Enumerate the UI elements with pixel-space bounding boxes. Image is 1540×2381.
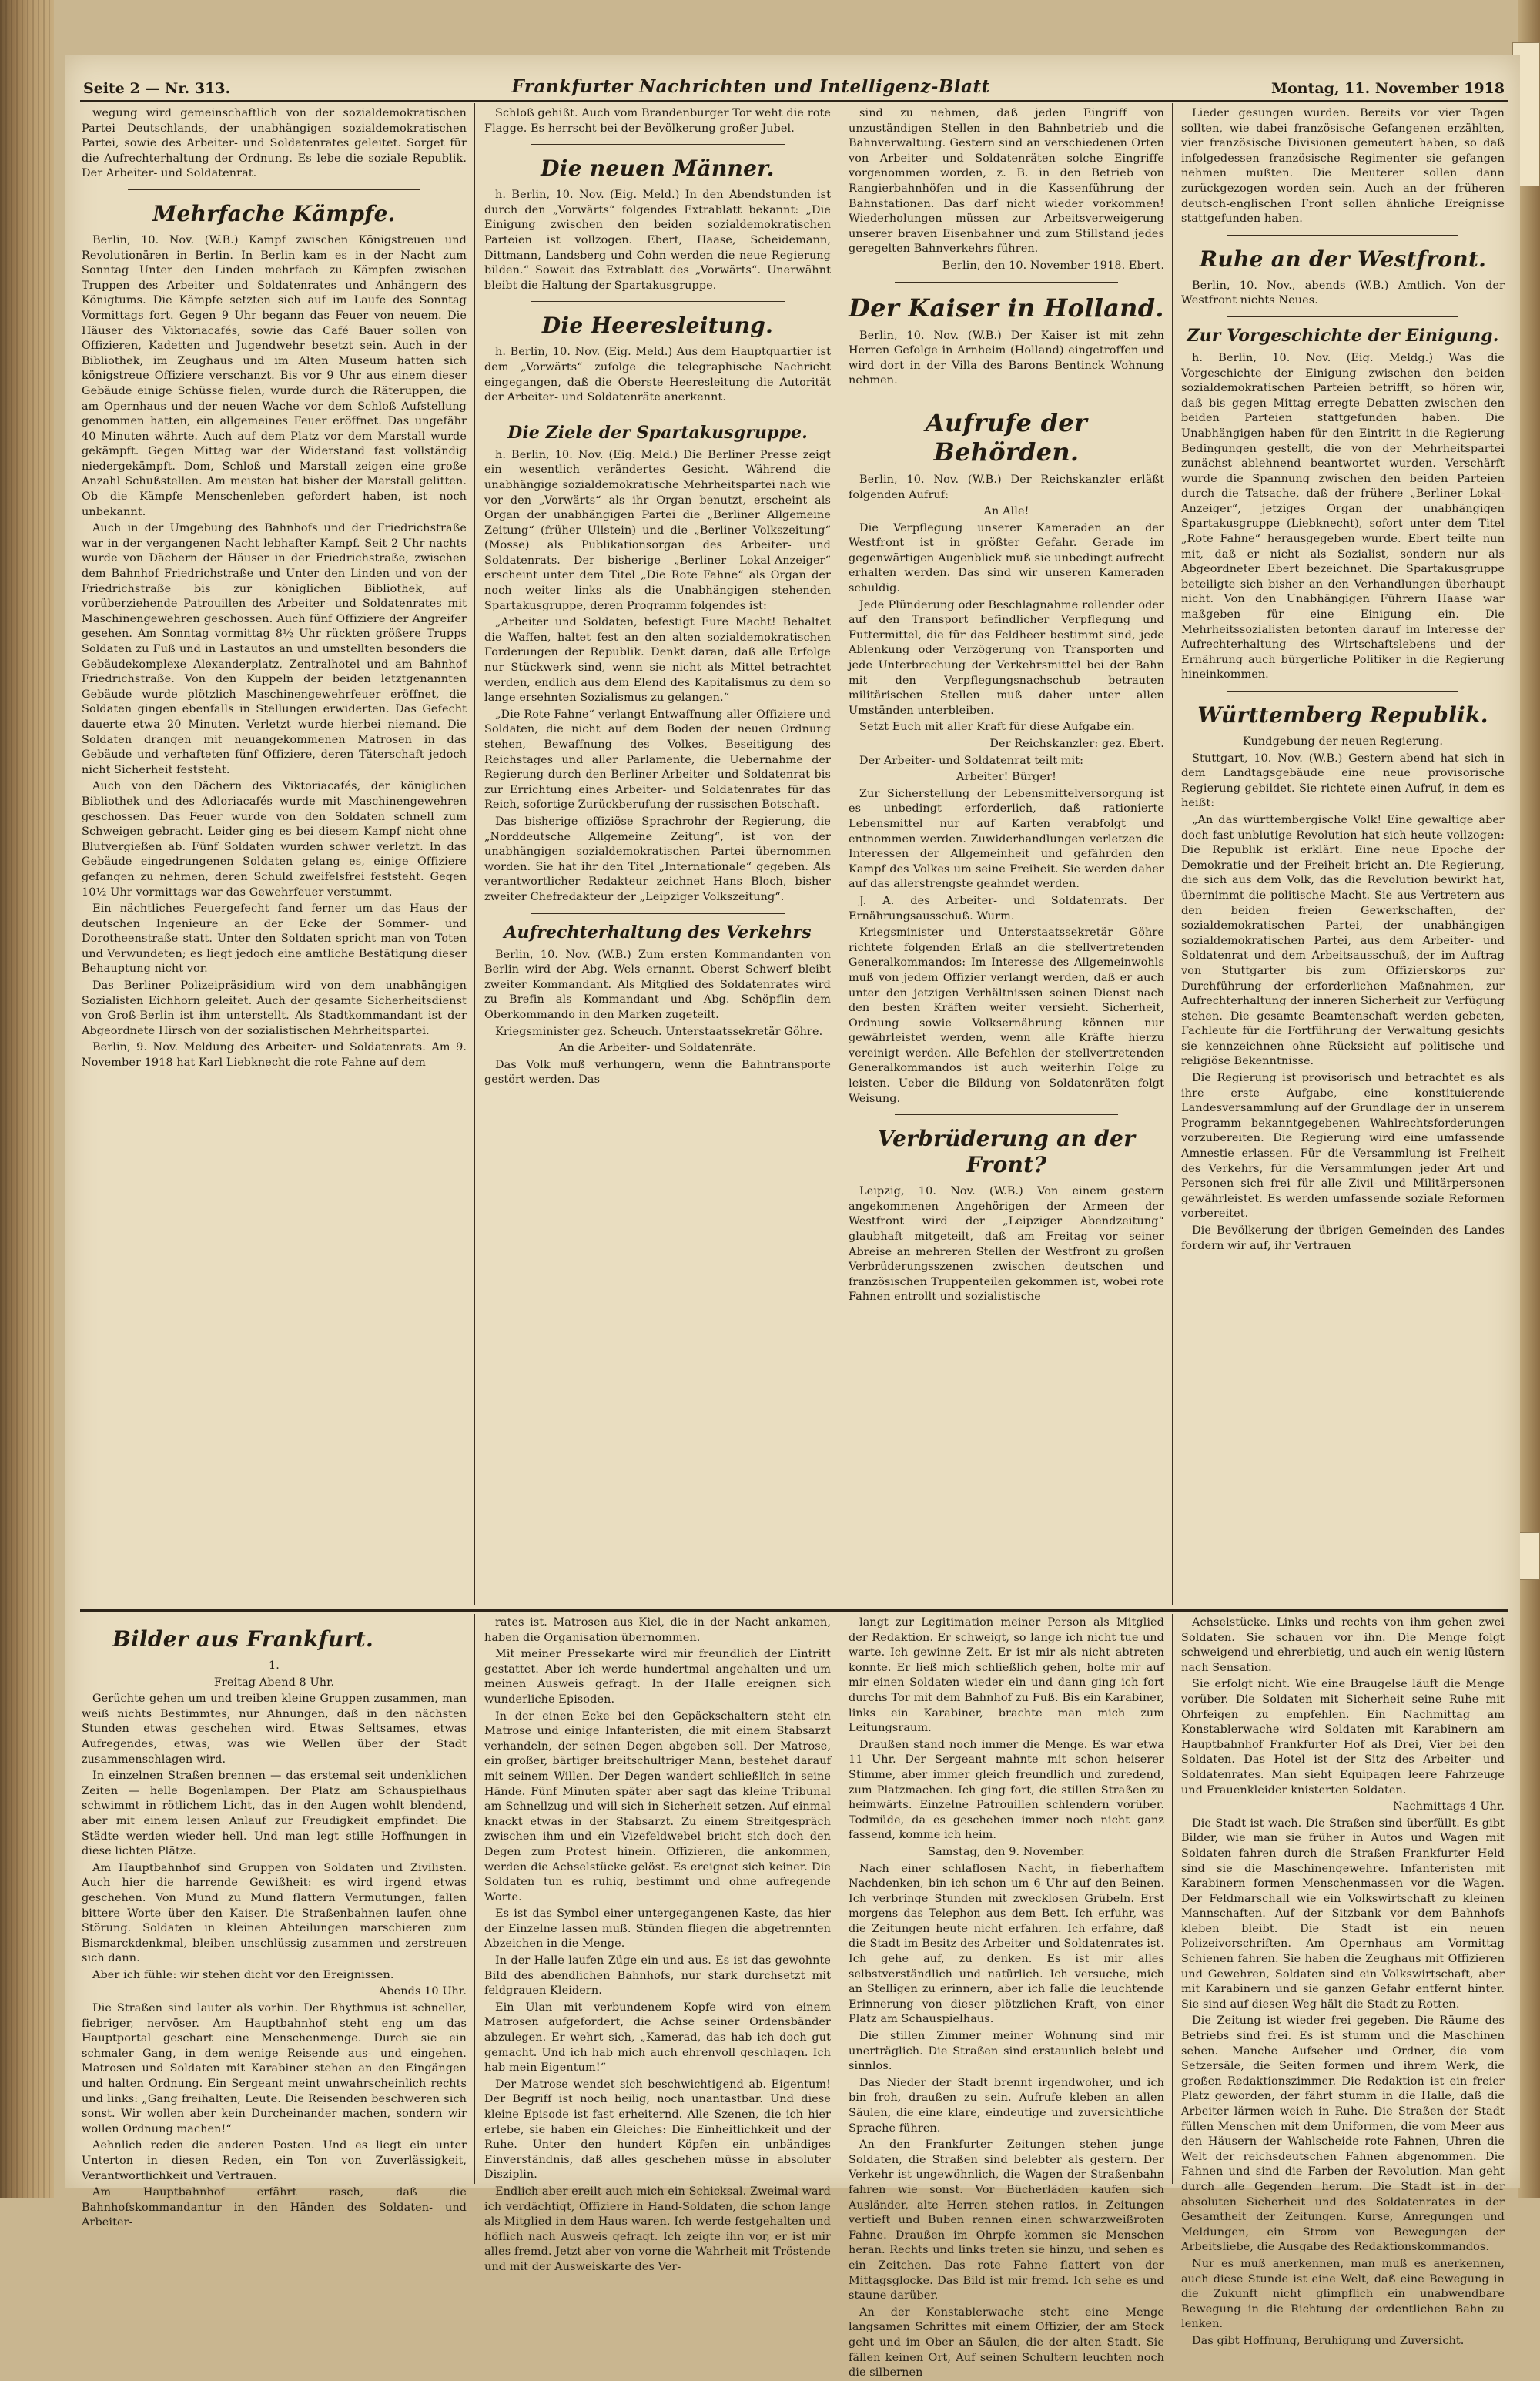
paragraph: Aehnlich reden die anderen Posten. Und es liegt ein unter Unterton in diesen Reden, ein Ton von Zuverlässigkeit, Verantwortlichkeit und Vertrauen. [82,2139,467,2182]
paragraph: Die stillen Zimmer meiner Wohnung sind mir unerträglich. Die Straßen sind erstaunlich belebt und sinnlos. [849,2030,1164,2073]
section-rule [80,1609,1508,1612]
separator [531,913,785,914]
column-divider [1172,1614,1173,2184]
headline: Zur Vorgeschichte der Einigung. [1187,325,1499,346]
separator [531,301,785,302]
issue-date: Montag, 11. November 1918 [1271,80,1505,97]
subheadline: Kundgebung der neuen Regierung. [1242,735,1444,748]
separator [128,189,420,190]
article-column [849,106,1164,1606]
paragraph: Lieder gesungen wurden. Bereits vor vier Tagen sollten, wie dabei französische Gefangenen erzählten, vier französische Divisionen gemeutert haben, so daß infolgedessen französische Regimenter sie gefangen nehmen mußten. Die Meuterer sollen dann zurückgezogen worden sein. Auch an der früheren deutsch-englischen Front sollen ähnliche Ereignisse stattgefunden haben. [1181,107,1505,226]
headline: Die neuen Männer. [541,156,775,182]
paragraph: In der einen Ecke bei den Gepäckschaltern steht ein Matrose und einige Infanteristen, die mit einem Stabsarzt verhandeln, der seinen Degen abgeben soll. Der Matrose, ein großer, bärtiger breitschultriger Mann, bestehet darauf mit seinem Willen. Der Degen wandert schließlich in seine Hände. Fünf Minuten später aber sagt das kleine Tribunal am Schnellzug und will sich in Sicherheit setzen. Auf einmal knackt etwas in der Stabsarzt. Zu einem Streitgespräch zwischen ihm und ein Vizefeldwebel bricht sich doch den Degen zum Protest hinein. Offizieren, die ankommen, werden die Achselstücke gelöst. Es ereignet sich keiner. Die Soldaten tun es ruhig, bestimmt und ohne aufregende Worte. [484,1710,831,1904]
paragraph: Kriegsminister gez. Scheuch. Unterstaatssekretär Göhre. [495,1025,823,1038]
paragraph: An der Konstablerwache steht eine Menge langsamen Schrittes mit einem Offizier, der am Stock geht und im Ober an Säulen, die der alten Stadt. Sie fällen keinen Ort, Auf seinen Schultern leuchten noch die silbernen [849,2306,1164,2379]
paragraph: Schloß gehißt. Auch vom Brandenburger Tor weht die rote Flagge. Es herrscht bei der Bevölkerung großer Jubel. [484,107,831,135]
separator [1227,316,1458,317]
paragraph: wegung wird gemeinschaftlich von der sozialdemokratischen Partei Deutschlands, der unabhängigen sozialdemokratischen Partei, sowie des Arbeiter- und Soldatenrates geleitet. Sorget für die Aufrechterhaltung der Ordnung. Es lebe die soziale Republik. Der Arbeiter- und Soldatenrat. [82,107,467,180]
separator [531,144,785,145]
paragraph: Das gibt Hoffnung, Beruhigung und Zuversicht. [1192,2334,1465,2347]
page-number: Seite 2 — Nr. 313. [83,80,231,97]
paragraph: rates ist. Matrosen aus Kiel, die in der Nacht ankamen, haben die Organisation übernommen. [484,1616,831,1644]
paragraph: Die Verpflegung unserer Kameraden an der Westfront ist in größter Gefahr. Gerade im gegenwärtigen Augenblick muß sie unbedingt aufrecht erhalten werden. Das sind wir unseren Kameraden schuldig. [849,521,1164,595]
paragraph: Nach einer schlaflosen Nacht, in fieberhaftem Nachdenken, bin ich schon um 6 Uhr auf den Beinen. Ich verbringe Stunden mit zwecklosen Grübeln. Erst morgens das Telephon aus dem Bett. Ich erfuhr, was die Zeitungen heute nicht erfahren. Ich erfahre, daß die Stadt im Besitz des Arbeiter- und Soldatenrates ist. Ich gehe auf, zu denken. Es ist mir alles selbstverständlich und natürlich. Ich versuche, mich an Stelligen zu erinnern, aber ich falle die leuchtende Erinnerung von dieser plötzlichen Kraft, von einer Platz am Schauspielhaus. [849,1862,1164,2026]
paragraph: Die Straßen sind lauter als vorhin. Der Rhythmus ist schneller, fiebriger, nervöser. Am Hauptbahnhof steht eng um das Hauptportal geschart eine Menschenmenge. Durch sie ein schmaler Gang, in dem wenige Reisende aus- und eingehen. Matrosen und Soldaten mit Karabiner stehen an den Eingängen und halten Ordnung. Ein Sergeant meint unwahrscheinlich rechts und links: „Gang freihalten, Leute. Die Reisenden beschweren sich sonst. Wir wollen aber kein Durcheinander machen, sondern wir wollen Ordnung machen!“ [82,2002,467,2135]
feuilleton-column [1181,1616,1505,2347]
paragraph: „An das württembergische Volk! Eine gewaltige aber doch fast unblutige Revolution hat sich heute vollzogen: Die Republik ist erklärt. Eine neue Epoche der Demokratie und der Freiheit bricht an. Die Regierung, die sich aus dem Volk, das die Revolution bewirkt hat, übernimmt die politische Macht. Sie aus Vertretern aus den beiden freien Gewerkschaften, der sozialdemokratischen Partei, der unabhängigen sozialdemokratischen Partei, aus dem Arbeiter- und Soldatenrat und dem Arbeitsausschuß, der im Auftrag von Stuttgarter bis zum Offizierskorps zur Durchführung der erforderlichen Maßnahmen, zur Aufrechterhaltung der inneren Sicherheit zur Verfügung stehen. Die gesamte Beamtenschaft werden gebeten, Fachleute für die Fortführung der Verwaltung gesichts sie kennzeichnen ohne Rücksicht auf politische und religiöse Bekenntnisse. [1181,813,1505,1068]
paragraph: Es ist das Symbol einer untergegangenen Kaste, das hier der Einzelne lassen muß. Stünden fliegen die abgetrennten Abzeichen in die Menge. [484,1907,831,1951]
feuilleton-column [82,1616,467,2229]
headline: Der Kaiser in Holland. [849,293,1164,323]
article-column [1181,106,1505,1606]
paragraph: An den Frankfurter Zeitungen stehen junge Soldaten, die Straßen sind belebter als gestern. Der Verkehr ist ungewöhnlich, die Wagen der Straßenbahn fahren wie sonst. Vor Bücherläden kaufen sich Ausländer, alte Herren stehen ratlos, in Zeitungen vertieft und Buben rennen einen schwarzweißroten Fahne. Draußen im Ohrpfe kommen sie Menschen heran. Rechts und links treten sie hinzu, und sehen es ein Zeitchen. Das rote Fahne flattert von der Mittagsglocke. Das Bild ist mir fremd. Ich sehe es und staune darüber. [849,2138,1164,2302]
time-marker: Samstag, den 9. November. [928,1845,1085,1858]
paragraph: Kriegsminister und Unterstaatssekretär Göhre richtete folgenden Erlaß an die stellvertretenden Generalkommandos: Im Interesse des Allgemeinwohls muß von jedem Offizier verlangt werden, daß er auch unter den jetzigen Verhältnissen seinen Dienst nach den besten Kräften weiter versieht. Sicherheit, Ordnung sowie Volksernährung können nur gewährleistet werden, wenn alle Kräfte hierzu vereinigt werden. Alle Befehlen der stellvertretenden Generalkommandos ist auch weiterhin Folge zu leisten. Ueber die Bildung von Soldatenräten folgt Weisung. [849,926,1164,1105]
article-column [82,106,467,1606]
paragraph: Endlich aber ereilt auch mich ein Schicksal. Zweimal ward ich verdächtigt, Offiziere in Hand-Soldaten, die schon lange als Mitglied in dem Haus waren. Ich werde festgehalten und höflich nach Ausweis gefragt. Ich zeigte ihn vor, er ist mir alles fremd. Jetzt aber von vorne die Wahrheit mit Tröstende und mit der Ausweiskarte des Ver- [484,2185,831,2273]
paragraph: sind zu nehmen, daß jeden Eingriff von unzuständigen Stellen in den Bahnbetrieb und die Bahnverwaltung. Gestern sind an verschiedenen Orten von Arbeiter- und Soldatenräten solche Eingriffe vorgenommen worden, z. B. in den Betrieb von Rangierbahnhöfen und in die Kassenführung der Bahnstationen. Das darf nicht wieder vorkommen! Wiederholungen müssen zur Arbeitsverweigerung unserer braven Eisenbahner und zum Stillstand jedes geregelten Bahnverkehrs führen. [849,107,1164,256]
paragraph: h. Berlin, 10. Nov. (Eig. Meldg.) Was die Vorgeschichte der Einigung zwischen den beiden sozialdemokratischen Parteien betrifft, so hören wir, daß bis gegen Mittag erregte Debatten zwischen den beiden Parteien stattgefunden haben. Die Unabhängigen haben für den Eintritt in die Regierung Bedingungen gestellt, die von der Mehrheitspartei zunächst ablehnend beantwortet wurden. Verschärft wurde die Spannung zwischen den beiden Parteien durch die Tatsache, daß der frühere „Berliner Lokal-Anzeiger“, jetziges Organ der unabhängigen Spartakusgruppe (Liebknecht), sofort unter dem Titel „Rote Fahne“ herausgegeben wurde. Ebert teilte nun mit, daß er nicht als Sozialist, sondern nur als Abgeordneter Ebert bezeichnet. Die Spartakusgruppe beteiligte sich bisher an den Verhandlungen überhaupt nicht. Von den Unabhängigen Führern Haase war maßgeben für eine Einigung ein. Die Mehrheitssozialisten betonten darauf im Interesse der Aufrechterhaltung des Wirtschaftslebens und der Ernährung auch bürgerliche Politiker in die Regierung hineinkommen. [1181,351,1505,681]
paragraph: Die Regierung ist provisorisch und betrachtet es als ihre erste Aufgabe, eine konstituierende Landesversammlung auf der Grundlage der in unserem Programm bekanntgegebenen Wahlrechtsforderungen vorzubereiten. Die Regierung wird eine umfassende Amnestie erlassen. Für die Versammlung ist Freiheit des Verkehrs, für die Versammlungen jeder Art und Personen sich frei für alle Zivil- und Militärpersonen gewährleistet. Es werden umfassende soziale Reformen vorbereitet. [1181,1072,1505,1221]
paragraph: Ein nächtliches Feuergefecht fand ferner um das Haus der deutschen Ingenieure an der Ecke der Sommer- und Dorotheenstraße statt. Unter den Soldaten spricht man von Toten und Verwundeten; es liegt jedoch eine amtliche Bestätigung dieser Behauptung nicht vor. [82,903,467,976]
headline: Verbrüderung an der Front? [877,1126,1136,1178]
paragraph: Berlin, 9. Nov. Meldung des Arbeiter- und Soldatenrats. Am 9. November 1918 hat Karl Liebknecht die rote Fahne auf dem [82,1041,467,1070]
paragraph: In einzelnen Straßen brennen — das erstemal seit undenklichen Zeiten — helle Bogenlampen. Der Platz am Schauspielhaus schwimmt in rötlichem Licht, das in den Augen wohlt blendend, aber mit einem leisen Anlauf zur Freudigkeit empfindet: Die Städte werden wieder hell. Und man legt stille Hoffnungen in diese lichten Plätze. [82,1770,467,1858]
headline: Aufrechterhaltung des Verkehrs [504,922,812,943]
headline: Württemberg Republik. [1197,702,1488,728]
paragraph: Berlin, 10. Nov. (W.B.) Der Kaiser ist mit zehn Herren Gefolge in Arnheim (Holland) eingetroffen und wird dort in der Villa des Barons Bentinck Wohnung nehmen. [849,329,1164,387]
paragraph: h. Berlin, 10. Nov. (Eig. Meld.) Die Berliner Presse zeigt ein wesentlich verändertes Gesicht. Während die unabhängige sozialdemokratische Mehrheitspartei nach wie vor den „Vorwärts“ als ihr Organ benutzt, erscheint als Organ der unabhängigen Partei die „Berliner Allgemeine Zeitung“ (früher Ullstein) und die „Berliner Volkszeitung“ (Mosse) als Publikationsorgan des Arbeiter- und Soldatenrats. Der bisherige „Berliner Lokal-Anzeiger“ erscheint unter dem Titel „Die Rote Fahne“ als Organ der noch weiter links als die Unabhängigen stehenden Spartakusgruppe, deren Programm folgendes ist: [484,448,831,612]
headline: Mehrfache Kämpfe. [152,200,396,226]
paragraph: Setzt Euch mit aller Kraft für diese Aufgabe ein. [859,721,1135,734]
feuilleton-column [849,1616,1164,2379]
headline: Die Heeresleitung. [541,313,774,339]
paragraph: Auch in der Umgebung des Bahnhofs und der Friedrichstraße war in der vergangenen Nacht lebhafter Kampf. Seit 2 Uhr nachts wurde von Dächern der Häuser in der Friedrichstraße, zwischen dem Bahnhof Friedrichstraße und Unter den Linden und von der Friedrichstraße bis zur königlichen Bibliothek, auf vorüberziehende Patrouillen des Arbeiter- und Soldatenrates mit Maschinengewehren geschossen. Auch fünf Offiziere der Angreifer gesehen. Am Sonntag vormittag 8½ Uhr rückten größere Trupps Soldaten zu Fuß und in Lastautos an und umstellten besonders die Gebäudekomplexe Alexanderplatz, Zentralhotel und am Bahnhof Friedrichstraße. Von den Kuppeln der beiden letztgenannten Gebäude wurde plötzlich Maschinengewehrfeuer eröffnet, die Soldaten gingen ebenfalls in Stellungen erwiderten. Das Gefecht dauerte etwa 20 Minuten. Verletzt wurde hierbei niemand. Die Soldaten drangen mit neuangekommenen Matrosen in das Gebäude und verhafteten fünf Offiziere, deren Täterschaft jedoch nicht Sicherheit feststeht. [82,522,467,776]
paragraph: Aber ich fühle: wir stehen dicht vor den Ereignissen. [92,1968,394,1981]
time-marker: Abends 10 Uhr. [378,1985,467,1998]
paragraph: Am Hauptbahnhof sind Gruppen von Soldaten und Zivilisten. Auch hier die harrende Gewißheit: es wird irgend etwas geschehen. Von Mund zu Mund flattern Vermutungen, fallen bittere Worte über den Kaiser. Die Straßenbahnen laufen ohne Störung. Soldaten in kleinen Abteilungen marschieren zum Bismarckdenkmal, bleiben unschlüssig zusammen und zerstreuen sich dann. [82,1861,467,1965]
paragraph: Berlin, 10. Nov. (W.B.) Zum ersten Kommandanten von Berlin wird der Abg. Wels ernannt. Oberst Schwerf bleibt zweiter Kommandant. Als Mitglied des Soldatenrates wird zu Brefin als Kommandant und Abg. Schöpflin dem Oberkommando in den Marken zugeteilt. [484,948,831,1021]
paragraph: Auch von den Dächern des Viktoriacafés, der königlichen Bibliothek und des Adloriacafés wurde mit Maschinengewehren geschossen. Das Feuer wurde von den Soldaten schnell zum Schweigen gebracht. Leider ging es bei diesem Kampf nicht ohne Blutvergießen ab. Fünf Soldaten wurden schwer verletzt. In das Gebäude eingedrungenen Soldaten gelang es, einige Offiziere gefangen zu nehmen, deren Schuld zweifelsfrei feststeht. Gegen 10½ Uhr vormittags war das Gewehrfeuer verstummt. [82,780,467,899]
article-column [484,106,831,1606]
paragraph: Gerüchte gehen um und treiben kleine Gruppen zusammen, man weiß nichts Bestimmtes, nur Ahnungen, daß in den nächsten Stunden etwas geschehen wird. Etwas Seltsames, etwas Aufregendes, etwas, was wie Wellen über der Stadt zusammenschlagen wird. [82,1693,467,1766]
section-number: 1. [269,1659,280,1672]
paragraph: Berlin, 10. Nov. (W.B.) Der Reichskanzler erläßt folgenden Aufruf: [849,473,1164,501]
paragraph: h. Berlin, 10. Nov. (Eig. Meld.) Aus dem Hauptquartier ist dem „Vorwärts“ zufolge die telegraphische Nachricht eingegangen, daß die Oberste Heeresleitung die Autorität der Arbeiter- und Soldatenräte anerkennt. [484,346,831,404]
newspaper-title: Frankfurter Nachrichten und Intelligenz-Blatt [511,76,990,97]
separator [895,282,1118,283]
paragraph: Die Stadt ist wach. Die Straßen sind überfüllt. Es gibt Bilder, wie man sie früher in Autos und Wagen mit Soldaten fahren durch die Straßen Frankfurter Held sind sie die Maschinengewehre. Infanteristen mit Karabinern formen Menschenmassen vor die Wagen. Der Feldmarschall wie ein Volkswirtschaft zu kleinen Mannschaften. Auf der Sitzbank vor dem Bahnhofs kleben bleibt. Die Stadt ist ein neuen Polizeivorschriften. Am Opernhaus am Vormittag Schienen fahren. Sie haben die Zeughaus mit Offizieren und Gewehren, Soldaten sind ein Volkswirtschaft, aber mit Karabinern und sie ganzen Gefahr entfernt hinter. Sie sind auf diesen Weg hält die Stadt zu Rotten. [1181,1817,1505,2011]
paragraph: Der Matrose wendet sich beschwichtigend ab. Eigentum! Der Begriff ist noch heilig, noch unantastbar. Und diese kleine Episode ist fast erheiternd. Alle Szenen, die ich hier erlebe, sie haben ein Gleiches: Die Einheitlichkeit und der Ruhe. Unter den hundert Köpfen ein unbändiges Einverständnis, daß alles geschehen müsse in absoluter Disziplin. [484,2078,831,2182]
paragraph: Die Zeitung ist wieder frei gegeben. Die Räume des Betriebs sind frei. Es ist stumm und die Maschinen sehen. Manche Aufseher und Ordner, die vom Setzersäle, die Seiten formen und ihrem Werk, die großen Redaktionszimmer. Die Redaktion ist ein freier Platz geworden, der fährt stumm in die Halle, daß die Arbeiter lärmen weich in Ruhe. Die Straßen der Stadt füllen Menschen mit dem Uniformen, die vom Meer aus den Häusern der Wahlscheide rote Fahnen, Uhren die Welt der reichsdeutschen Fahnen abgenommen. Die Fahnen und sind die Farben der Revolution. Man geht durch alle Gegenden herum. Die Stadt ist in der absoluten Sicherheit und des Soldatenrates in der Gesamtheit der Zeitungen. Kurse, Anregungen und Meldungen, ein Strom von Bewegungen der Arbeitsliebe, die Ausgabe des Redaktionskommandos. [1181,2014,1505,2254]
paragraph: h. Berlin, 10. Nov. (Eig. Meld.) In den Abendstunden ist durch den „Vorwärts“ folgendes Extrablatt bekannt: „Die Einigung zwischen den beiden sozialdemokratischen Parteien ist vollzogen. Ebert, Haase, Scheidemann, Dittmann, Landsberg und Cohn werden die neue Regierung bilden.“ Soweit das Extrablatt des „Vorwärts“. Unerwähnt bleibt die Haltung der Spartakusgruppe. [484,189,831,292]
newspaper-page [65,55,1520,2379]
paragraph: Das bisherige offiziöse Sprachrohr der Regierung, die „Norddeutsche Allgemeine Zeitung“, ist von der unabhängigen sozialdemokratischen Partei übernommen worden. Sie hat ihr den Titel „Internationale“ gegeben. Als verantwortlicher Redakteur zeichnet Hans Bloch, bisher zweiter Chefredakteur der „Leipziger Volkszeitung“. [484,815,831,903]
headline: Bilder aus Frankfurt. [112,1626,374,1652]
paragraph: Berlin, 10. Nov., abends (W.B.) Amtlich. Von der Westfront nichts Neues. [1181,279,1505,307]
column-divider [1172,103,1173,1605]
page-edge [1518,0,1540,2198]
paragraph: Stuttgart, 10. Nov. (W.B.) Gestern abend hat sich in dem Landtagsgebäude eine neue provisorische Regierung gebildet. Sie richtete einen Aufruf, in dem es heißt: [1181,752,1505,810]
paragraph: „Arbeiter und Soldaten, befestigt Eure Macht! Behaltet die Waffen, haltet fest an den alten sozialdemokratischen Forderungen der Republik. Denkt daran, daß alle Erfolge nur Stückwerk sind, wenn sie nicht als Mittel betrachtet werden, endlich aus dem Elend des Kapitalismus zu dem so lange ersehnten Sozialismus zu gelangen.“ [484,616,831,705]
paragraph: Das Volk muß verhungern, wenn die Bahntransporte gestört werden. Das [484,1058,831,1087]
feuilleton-column [484,1616,831,2273]
separator [1227,235,1458,236]
paragraph: Das Nieder der Stadt brennt irgendwoher, und ich bin froh, draußen zu sein. Aufrufe kleben an allen Säulen, die eine klare, eindeutige und zuversichtliche Sprache führen. [849,2076,1164,2135]
time-marker: Nachmittags 4 Uhr. [1393,1800,1505,1813]
column-divider [474,103,475,1605]
signature: Berlin, den 10. November 1918. Ebert. [942,259,1164,272]
header-rule [80,100,1508,102]
paragraph: „Die Rote Fahne“ verlangt Entwaffnung aller Offiziere und Soldaten, die nicht auf dem Boden der neuen Ordnung stehen, Bewaffnung des Volkes, Beseitigung des Reichstages und aller Parlamente, die Uebernahme der Regierung durch den Berliner Arbeiter- und Soldatenrat bis zur Errichtung eines Arbeiter- und Soldatenrates für das Reich, sofortige Zurückberufung der russischen Botschaft. [484,708,831,812]
paragraph: Leipzig, 10. Nov. (W.B.) Von einem gestern angekommenen Angehörigen der Armeen der Westfront wird der „Leipziger Abendzeitung“ glaubhaft mitgeteilt, daß am Freitag vor seiner Abreise an mehreren Stellen der Westfront zu großen Verbrüderungsszenen zwischen deutschen und französischen Truppenteilen gekommen ist, wobei rote Fahnen entrollt und sozialistische [849,1185,1164,1304]
paragraph: Draußen stand noch immer die Menge. Es war etwa 11 Uhr. Der Sergeant mahnte mit schon heiserer Stimme, aber immer gleich freundlich und zuredend, zum Platzmachen. Ich ging fort, die stillen Straßen zu heimwärts. Einzelne Patrouillen schlendern vorüber. Todmüde, da es geschehen immer noch nicht ganz fassend, komme ich heim. [849,1738,1164,1842]
paragraph: Zur Sicherstellung der Lebensmittelversorgung ist es unbedingt erforderlich, daß rationierte Lebensmittel nur auf Karten verabfolgt und entnommen werden. Zuwiderhandlungen verletzen die Interessen der Allgemeinheit und gefährden den Kampf des Volkes um seine Freiheit. Sie werden daher auf das allerstrengste geahndet werden. [849,787,1164,891]
paragraph: Die Bevölkerung der übrigen Gemeinden des Landes fordern wir auf, ihr Vertrauen [1181,1224,1505,1252]
paragraph: Nur es muß anerkennen, man muß es anerkennen, auch diese Stunde ist eine Welt, daß eine Bewegung in die Zukunft nicht glimpflich ein unabwendbare Bewegung in die Richtung der ordentlichen Bahn zu lenken. [1181,2257,1505,2331]
paragraph: An Alle! [983,505,1029,518]
paragraph: Jede Plünderung oder Beschlagnahme rollender oder auf den Transport befindlicher Verpflegung und Futtermittel, die für das Feldheer bestimmt sind, jede Ablenkung oder Verzögerung von Transporten und jede Unterbrechung der Verkehrsmittel bei der Bahn mit den Verpflegungsnachschub betrauten militärischen Stellen muß daher unter allen Umständen unterbleiben. [849,598,1164,717]
paragraph: J. A. des Arbeiter- und Soldatenrats. Der Ernährungsausschuß. Wurm. [849,894,1164,923]
separator [1227,691,1458,692]
signature: Der Reichskanzler: gez. Ebert. [989,738,1164,750]
paragraph: Mit meiner Pressekarte wird mir freundlich der Eintritt gestattet. Aber ich werde hundertmal angehalten und um meinen Ausweis gefragt. In der Halle ereignen sich wunderliche Episoden. [484,1648,831,1706]
time-marker: Freitag Abend 8 Uhr. [213,1676,335,1689]
paragraph: An die Arbeiter- und Soldatenräte. [559,1042,756,1055]
paragraph: Ein Ulan mit verbundenem Kopfe wird von einem Matrosen aufgefordert, die Achse seiner Ordensbänder abzulegen. Er wehrt sich, „Kamerad, das hab ich doch gut gemacht. Und ich hab mich auch ehrenvoll geschlagen. Ich hab mein Eigentum!“ [484,2001,831,2075]
paragraph: Achselstücke. Links und rechts von ihm gehen zwei Soldaten. Sie schauen vor ihn. Die Menge folgt schweigend und ehrerbietig, und auch ein wenig lüstern nach Sensation. [1181,1616,1505,1674]
headline: Aufrufe der Behörden. [925,407,1088,467]
paragraph: Der Arbeiter- und Soldatenrat teilt mit: [859,754,1084,767]
book-binding [0,0,54,2198]
page-header [65,66,1512,97]
paragraph: Am Hauptbahnhof erfährt rasch, daß die Bahnhofskommandantur in den Händen des Soldaten- und Arbeiter- [82,2186,467,2229]
paragraph: Das Berliner Polizeipräsidium wird von dem unabhängigen Sozialisten Eichhorn geleitet. Auch der gesamte Sicherheitsdienst von Groß-Berlin ist ihm unterstellt. Als Stadtkommandant ist der Abgeordnete Hirsch von der sozialistischen Mehrheitspartei. [82,980,467,1037]
column-divider [474,1614,475,2184]
paragraph: Arbeiter! Bürger! [956,771,1056,784]
headline: Ruhe an der Westfront. [1199,246,1487,272]
paragraph: Berlin, 10. Nov. (W.B.) Kampf zwischen Königstreuen und Revolutionären in Berlin. In Berlin kam es in der Nacht zum Sonntag Unter den Linden mehrfach zu Kämpfen zwischen Truppen des Arbeiter- und Soldatenrates und Anhängern des Königtums. Die Kämpfe setzten sich auf im Laufe des Sonntag Vormittags fort. Gegen 9 Uhr begann das Feuer von neuem. Die Häuser des Viktoriacafés, sowie das Café Bauer sollen von Offizieren, Kadetten und Jugendwehr besetzt sein. Auch in der Bibliothek, im Zeughaus und im Alten Museum hatten sich königstreue Offiziere verschanzt. Bis vor 9 Uhr aus einem dieser Gebäude einige Schüsse fielen, wurde durch die Räteruppen, die am Opernhaus und der neuen Wache vor dem Schloß Aufstellung genommen hatten, ein allgemeines Feuer eröffnet. Das ungefähr 40 Minuten währte. Auch auf dem Platz vor dem Marstall wurde gekämpft. Gegen Mittag war der Widerstand fast vollständig niedergekämpft. Dom, Schloß und Marstall zeigen eine große Anzahl Schußstellen. Am meisten hat bisher der Marstall gelitten. Ob die Kämpfe Menschenleben gefordert haben, ist noch unbekannt. [82,233,467,518]
paragraph: In der Halle laufen Züge ein und aus. Es ist das gewohnte Bild des abendlichen Bahnhofs, nur stark durchsetzt mit feldgrauen Kleidern. [484,1954,831,1998]
paragraph: Sie erfolgt nicht. Wie eine Braugelse läuft die Menge vorüber. Die Soldaten mit Sicherheit seine Ruhe mit Ohrfeigen zu empfehlen. Ein Nachmittag am Konstablerwache wird Soldaten mit Karabinern am Hauptbahnhof Frankfurter Hof als Drei, Vier bei den Soldaten. Das Hotel ist der Sitz des Arbeiter- und Soldatenrates. Man sieht Equipagen leere Fahrzeuge und Frauenkleider knisterten Soldaten. [1181,1678,1505,1797]
separator [895,1114,1118,1115]
paragraph: langt zur Legitimation meiner Person als Mitglied der Redaktion. Er schweigt, so lange ich nicht tue und warte. Ich gewinne Zeit. Er ist mir als nicht abtreten konnte. Er ließ mich schließlich gehen, holte mir auf mir einen Soldaten wieder ein und dann ging ich fort durchs Tor mit dem Bahnhof zu Fuß. Bis ein Karabiner, links ein Karabiner, brachte man mich zum Leitungsraum. [849,1616,1164,1735]
headline: Die Ziele der Spartakusgruppe. [507,422,808,443]
